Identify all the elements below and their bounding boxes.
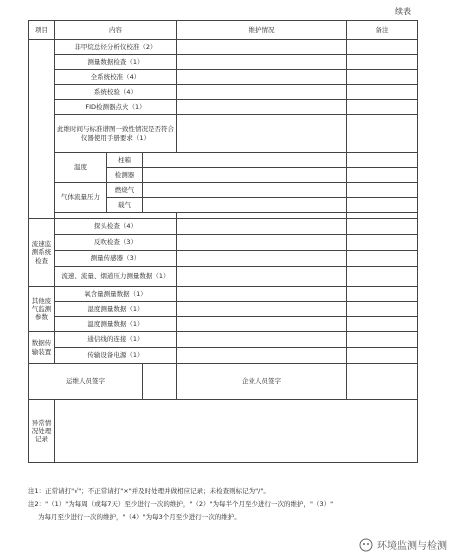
row-label: 流速、流量、烟道压力测量数据（1） [55, 267, 177, 287]
remarks-cell[interactable] [347, 85, 418, 100]
header-row [29, 21, 418, 40]
row-label: 检测器 [107, 168, 143, 183]
table-row [29, 317, 418, 332]
maintenance-cell[interactable] [177, 287, 347, 302]
data-section-label: 数据传输装置 [29, 332, 55, 364]
note-2-continued: 为每月至少进行一次的维护，"（4）"为每3个月至少进行一次的维护。 [38, 512, 241, 521]
table-row [29, 348, 418, 364]
maintenance-cell[interactable] [177, 55, 347, 70]
maintenance-cell[interactable] [177, 317, 347, 332]
remarks-cell[interactable] [347, 251, 418, 267]
table-row [29, 267, 418, 287]
maintenance-cell[interactable] [177, 100, 347, 115]
note-1: 注1：正常请打"√"；不正常请打"×"并及时处理并做相应记录；未检查则标记为"/"。 [28, 487, 270, 495]
notes [28, 487, 417, 525]
table-row [29, 287, 418, 302]
note-2: 注2："（1）"为每周（或每7天）至少进行一次的维护，"（2）"为每半个月至少进行一次的维护，"（3）" [28, 499, 334, 508]
abnormal-record-field[interactable] [55, 400, 418, 463]
row-label: FID检测器点火（1） [55, 100, 177, 115]
maintenance-cell[interactable] [177, 302, 347, 317]
row-label: 湿度测量数据（1） [55, 302, 177, 317]
remarks-cell[interactable] [347, 235, 418, 251]
row-label: 此维时间与标准谱图一致性情况是否符合仪器使用手册要求（1） [55, 115, 177, 153]
maintenance-cell[interactable] [177, 348, 347, 364]
remarks-cell[interactable] [347, 100, 418, 115]
table-row [29, 70, 418, 85]
remarks-cell[interactable] [347, 55, 418, 70]
table-row [29, 55, 418, 70]
enterprise-signature-label: 企业人员签字 [177, 364, 347, 400]
row-label: 系统校验（4） [55, 85, 177, 100]
table-row [29, 85, 418, 100]
continuation-label: 续表 [395, 7, 411, 16]
remarks-cell[interactable] [347, 267, 418, 287]
abnormal-label: 异常情况处理记录 [29, 400, 55, 463]
remarks-cell[interactable] [347, 287, 418, 302]
signature-row [29, 364, 418, 400]
temperature-label: 温度 [55, 153, 107, 183]
wechat-icon [359, 538, 373, 552]
row-label: 探头检查（4） [55, 219, 177, 235]
row-label: 载气 [107, 198, 143, 213]
inspector-signature-label: 运维人员签字 [29, 364, 143, 400]
maintenance-cell[interactable] [177, 235, 347, 251]
gas-pressure-label: 气体流量压力 [55, 183, 107, 213]
maintenance-cell[interactable] [177, 219, 347, 235]
maintenance-cell[interactable] [177, 267, 347, 287]
table-row [29, 100, 418, 115]
other-section-label: 其他废气监测参数 [29, 287, 55, 332]
remarks-cell[interactable] [347, 348, 418, 364]
table-row [29, 302, 418, 317]
maintenance-cell[interactable] [177, 251, 347, 267]
maintenance-cell[interactable] [177, 85, 347, 100]
remarks-cell[interactable] [347, 183, 418, 198]
table-row [29, 153, 418, 168]
row-label: 温度测量数据（1） [55, 317, 177, 332]
remarks-cell[interactable] [347, 115, 418, 153]
remarks-cell[interactable] [347, 153, 418, 168]
table-row [29, 40, 418, 55]
maintenance-cell[interactable] [143, 168, 347, 183]
watermark-text: 环境监测与检测 [377, 541, 447, 552]
header-item: 项目 [29, 21, 55, 40]
row-label: 测量传感器（3） [55, 251, 177, 267]
header-maintenance: 维护情况 [177, 21, 347, 40]
maintenance-cell[interactable] [177, 70, 347, 85]
maintenance-cell[interactable] [177, 115, 347, 153]
row-label: 柱箱 [107, 153, 143, 168]
remarks-cell[interactable] [347, 168, 418, 183]
inspector-signature-field[interactable] [143, 364, 177, 400]
watermark [359, 537, 447, 552]
row-label: 测量数据检查（1） [55, 55, 177, 70]
row-label: 氧含量测量数据（1） [55, 287, 177, 302]
flow-section-label: 流速监测系统检查 [29, 219, 55, 287]
row-label: 传输设备电源（1） [55, 348, 177, 364]
table-row [29, 332, 418, 348]
remarks-cell[interactable] [347, 198, 418, 213]
table-row [29, 219, 418, 235]
remarks-cell[interactable] [347, 219, 418, 235]
enterprise-signature-field[interactable] [347, 364, 418, 400]
remarks-cell[interactable] [347, 70, 418, 85]
row-label: 非甲烷总烃分析仪校准（2） [55, 40, 177, 55]
table-row [29, 235, 418, 251]
row-label: 反吹检查（3） [55, 235, 177, 251]
maintenance-cell[interactable] [143, 198, 347, 213]
remarks-cell[interactable] [347, 332, 418, 348]
table-row [29, 251, 418, 267]
row-label: 通信线的连接（1） [55, 332, 177, 348]
header-content: 内容 [55, 21, 177, 40]
row-label: 全系统校准（4） [55, 70, 177, 85]
maintenance-table [28, 20, 418, 463]
row-label: 燃烧气 [107, 183, 143, 198]
header-remarks: 备注 [347, 21, 418, 40]
maintenance-cell[interactable] [143, 183, 347, 198]
remarks-cell[interactable] [347, 302, 418, 317]
maintenance-cell[interactable] [143, 153, 347, 168]
item-cell-blank [29, 40, 55, 219]
maintenance-cell[interactable] [177, 332, 347, 348]
remarks-cell[interactable] [347, 317, 418, 332]
table-row [29, 183, 418, 198]
table-row [29, 115, 418, 153]
maintenance-cell[interactable] [177, 40, 347, 55]
remarks-cell[interactable] [347, 40, 418, 55]
abnormal-row [29, 400, 418, 463]
